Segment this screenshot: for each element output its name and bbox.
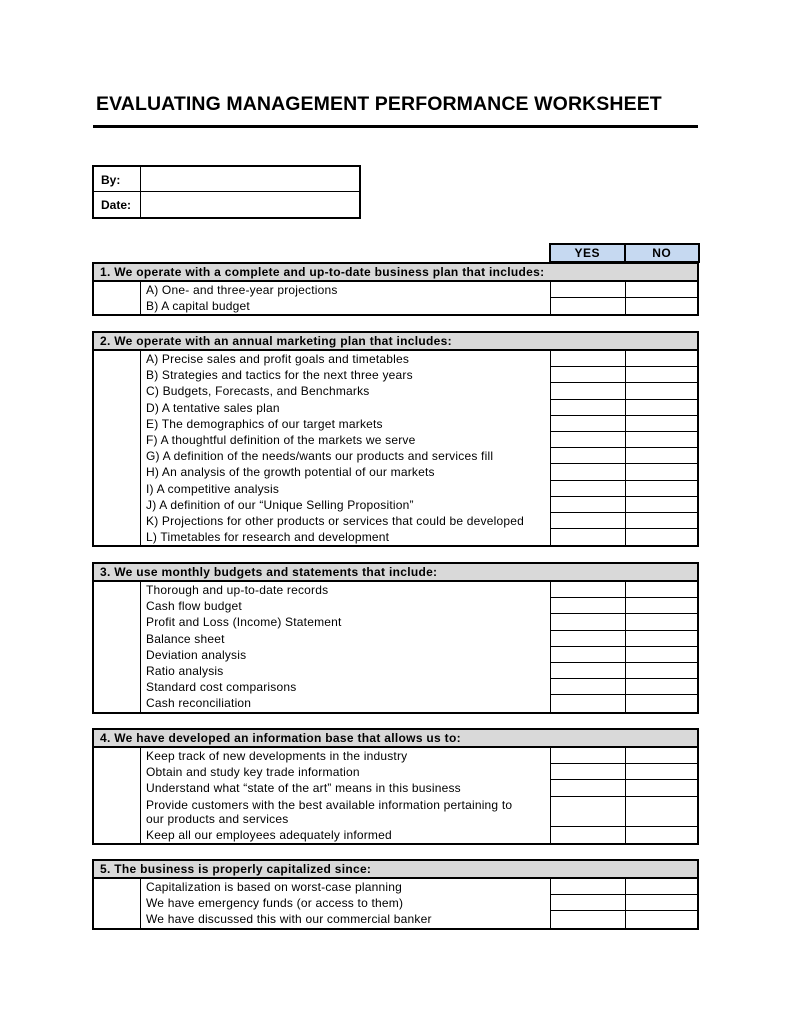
yes-checkbox[interactable] xyxy=(550,416,625,432)
yes-checkbox[interactable] xyxy=(550,797,625,827)
yes-checkbox[interactable] xyxy=(550,748,625,764)
no-checkbox[interactable] xyxy=(625,367,697,383)
list-item: B) A capital budget xyxy=(94,298,697,314)
no-checkbox[interactable] xyxy=(625,416,697,432)
no-checkbox[interactable] xyxy=(625,351,697,367)
yes-checkbox[interactable] xyxy=(550,695,625,711)
yes-checkbox[interactable] xyxy=(550,351,625,367)
no-checkbox[interactable] xyxy=(625,432,697,448)
section-heading: 5. The business is properly capitalized since: xyxy=(94,861,697,879)
section-heading: 2. We operate with an annual marketing plan that includes: xyxy=(94,333,697,351)
yes-checkbox[interactable] xyxy=(550,400,625,416)
yes-checkbox[interactable] xyxy=(550,679,625,695)
yes-column-header: YES xyxy=(551,245,626,261)
no-checkbox[interactable] xyxy=(625,764,697,780)
yes-checkbox[interactable] xyxy=(550,879,625,895)
yes-checkbox[interactable] xyxy=(550,663,625,679)
yes-checkbox[interactable] xyxy=(550,764,625,780)
yes-checkbox[interactable] xyxy=(550,911,625,927)
yes-checkbox[interactable] xyxy=(550,780,625,796)
section-heading: 3. We use monthly budgets and statements that include: xyxy=(94,564,697,582)
by-label: By: xyxy=(101,173,121,187)
no-checkbox[interactable] xyxy=(625,797,697,827)
by-row xyxy=(94,167,359,192)
list-item: Cash reconciliation xyxy=(94,695,697,711)
no-checkbox[interactable] xyxy=(625,695,697,711)
page-title: EVALUATING MANAGEMENT PERFORMANCE WORKSHEET xyxy=(96,93,662,115)
yes-checkbox[interactable] xyxy=(550,448,625,464)
list-item: K) Projections for other products or services that could be developed xyxy=(94,513,697,529)
no-checkbox[interactable] xyxy=(625,582,697,598)
list-item: Provide customers with the best available information pertaining to our products and services xyxy=(94,797,697,827)
no-checkbox[interactable] xyxy=(625,282,697,298)
no-checkbox[interactable] xyxy=(625,497,697,513)
yes-checkbox[interactable] xyxy=(550,383,625,399)
no-checkbox[interactable] xyxy=(625,481,697,497)
list-item: F) A thoughtful definition of the markets we serve xyxy=(94,432,697,448)
date-label: Date: xyxy=(101,198,132,212)
no-checkbox[interactable] xyxy=(625,598,697,614)
section-3 xyxy=(92,562,699,714)
list-item: I) A competitive analysis xyxy=(94,481,697,497)
date-row xyxy=(94,192,359,217)
title-underline xyxy=(93,125,698,128)
yes-checkbox[interactable] xyxy=(550,481,625,497)
list-item: H) An analysis of the growth potential of our markets xyxy=(94,464,697,480)
yes-checkbox[interactable] xyxy=(550,367,625,383)
yes-checkbox[interactable] xyxy=(550,614,625,630)
list-item: Capitalization is based on worst-case planning xyxy=(94,879,697,895)
yes-checkbox[interactable] xyxy=(550,282,625,298)
no-checkbox[interactable] xyxy=(625,647,697,663)
list-item: Thorough and up-to-date records xyxy=(94,582,697,598)
no-checkbox[interactable] xyxy=(625,448,697,464)
yes-checkbox[interactable] xyxy=(550,582,625,598)
no-checkbox[interactable] xyxy=(625,614,697,630)
yes-checkbox[interactable] xyxy=(550,895,625,911)
list-item: Obtain and study key trade information xyxy=(94,764,697,780)
no-checkbox[interactable] xyxy=(625,748,697,764)
yes-no-header xyxy=(549,243,700,263)
no-checkbox[interactable] xyxy=(625,911,697,927)
yes-checkbox[interactable] xyxy=(550,497,625,513)
list-item: We have emergency funds (or access to them) xyxy=(94,895,697,911)
section-1 xyxy=(92,262,699,316)
list-item: G) A definition of the needs/wants our products and services fill xyxy=(94,448,697,464)
section-5 xyxy=(92,859,699,930)
no-checkbox[interactable] xyxy=(625,631,697,647)
list-item: Deviation analysis xyxy=(94,647,697,663)
list-item: Standard cost comparisons xyxy=(94,679,697,695)
no-checkbox[interactable] xyxy=(625,529,697,545)
yes-checkbox[interactable] xyxy=(550,647,625,663)
yes-checkbox[interactable] xyxy=(550,464,625,480)
list-item: D) A tentative sales plan xyxy=(94,400,697,416)
no-checkbox[interactable] xyxy=(625,464,697,480)
yes-checkbox[interactable] xyxy=(550,298,625,314)
list-item: J) A definition of our “Unique Selling Proposition” xyxy=(94,497,697,513)
yes-checkbox[interactable] xyxy=(550,631,625,647)
section-2 xyxy=(92,331,699,547)
list-item: Keep track of new developments in the industry xyxy=(94,748,697,764)
by-field[interactable] xyxy=(142,167,359,191)
no-checkbox[interactable] xyxy=(625,400,697,416)
yes-checkbox[interactable] xyxy=(550,513,625,529)
list-item: C) Budgets, Forecasts, and Benchmarks xyxy=(94,383,697,399)
yes-checkbox[interactable] xyxy=(550,432,625,448)
yes-checkbox[interactable] xyxy=(550,827,625,843)
list-item: We have discussed this with our commercial banker xyxy=(94,911,697,927)
no-checkbox[interactable] xyxy=(625,383,697,399)
no-checkbox[interactable] xyxy=(625,679,697,695)
yes-checkbox[interactable] xyxy=(550,598,625,614)
section-4 xyxy=(92,728,699,845)
no-checkbox[interactable] xyxy=(625,895,697,911)
list-item: Ratio analysis xyxy=(94,663,697,679)
no-checkbox[interactable] xyxy=(625,827,697,843)
section-heading: 4. We have developed an information base that allows us to: xyxy=(94,730,697,748)
list-item: L) Timetables for research and development xyxy=(94,529,697,545)
list-item: A) One- and three-year projections xyxy=(94,282,697,298)
list-item: Cash flow budget xyxy=(94,598,697,614)
list-item: Keep all our employees adequately informed xyxy=(94,827,697,843)
no-checkbox[interactable] xyxy=(625,513,697,529)
list-item: A) Precise sales and profit goals and timetables xyxy=(94,351,697,367)
section-heading: 1. We operate with a complete and up-to-date business plan that includes: xyxy=(94,264,697,282)
list-item: B) Strategies and tactics for the next three years xyxy=(94,367,697,383)
date-field[interactable] xyxy=(142,192,359,217)
list-item: Balance sheet xyxy=(94,631,697,647)
by-date-box xyxy=(92,165,361,219)
no-checkbox[interactable] xyxy=(625,298,697,314)
list-item: Profit and Loss (Income) Statement xyxy=(94,614,697,630)
list-item: E) The demographics of our target markets xyxy=(94,416,697,432)
no-checkbox[interactable] xyxy=(625,780,697,796)
no-checkbox[interactable] xyxy=(625,663,697,679)
list-item: Understand what “state of the art” means in this business xyxy=(94,780,697,796)
yes-checkbox[interactable] xyxy=(550,529,625,545)
no-column-header: NO xyxy=(652,246,672,260)
no-checkbox[interactable] xyxy=(625,879,697,895)
